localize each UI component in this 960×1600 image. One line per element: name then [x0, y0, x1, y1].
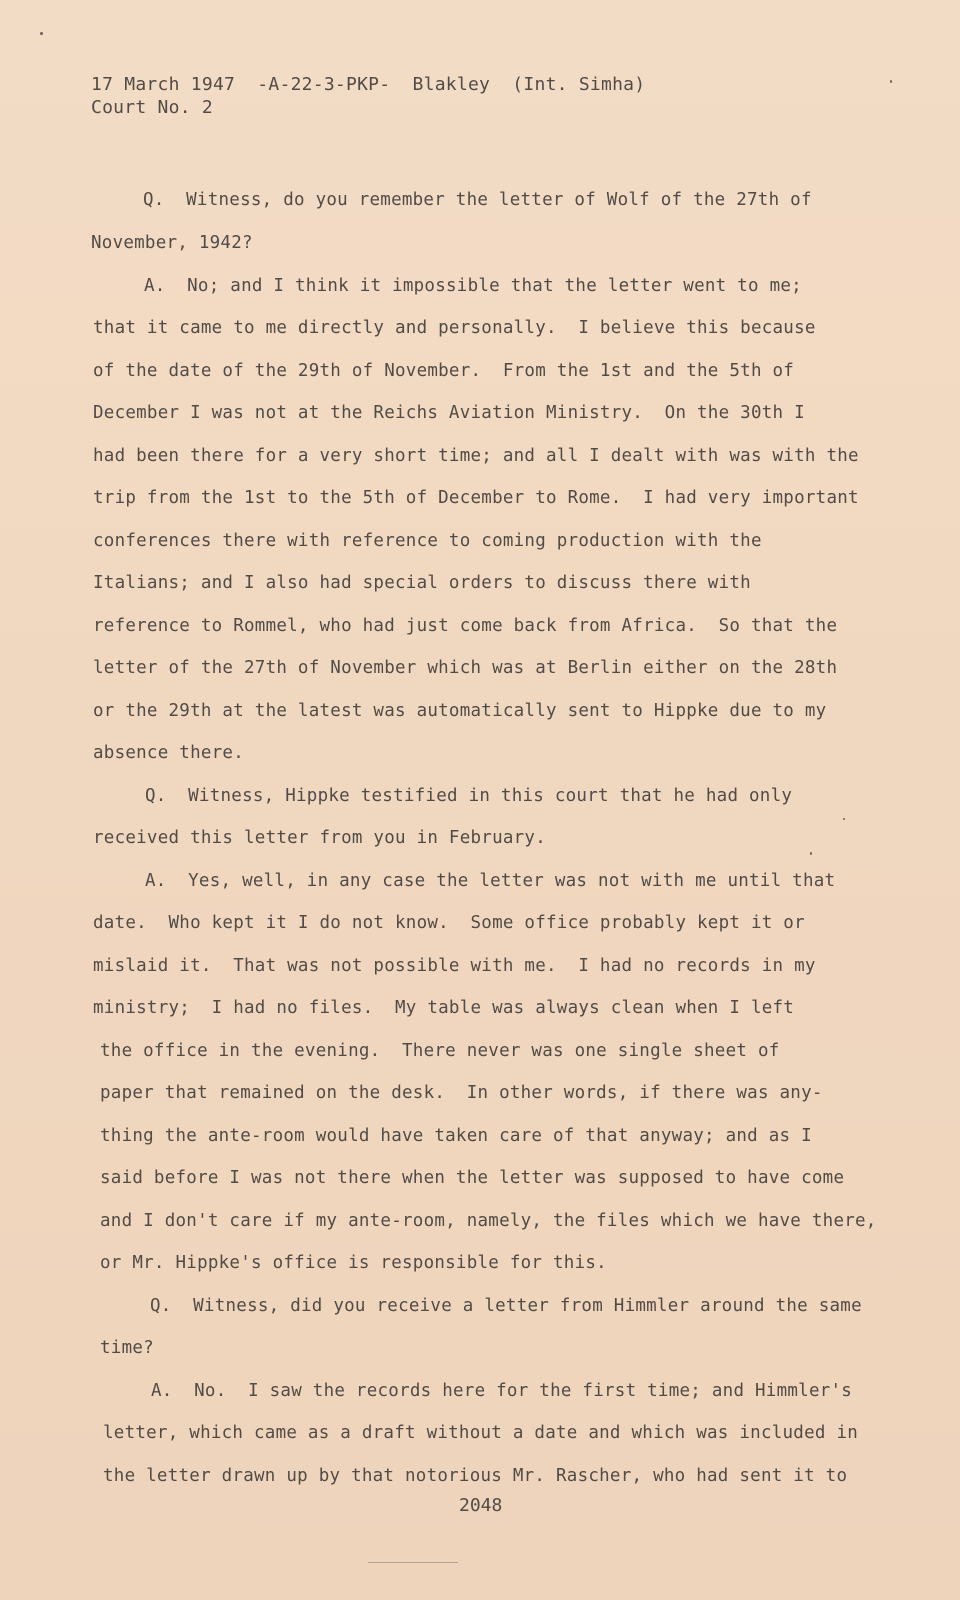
transcript-line: and I don't care if my ante-room, namely, the files which we have there,	[100, 1211, 877, 1231]
transcript-line: Q. Witness, did you receive a letter from Himmler around the same	[150, 1296, 862, 1316]
transcript-line: of the date of the 29th of November. From the 1st and the 5th of	[93, 361, 795, 381]
scan-smudge	[368, 1562, 458, 1563]
transcript-line: time?	[100, 1338, 154, 1358]
transcript-line: received this letter from you in February.	[93, 828, 547, 848]
transcript-line: reference to Rommel, who had just come back from Africa. So that the	[93, 616, 838, 636]
transcript-line: November, 1942?	[91, 233, 253, 253]
transcript-line: mislaid it. That was not possible with me. I had no records in my	[93, 956, 816, 976]
transcript-line: Q. Witness, Hippke testified in this court that he had only	[145, 786, 793, 806]
scan-speck	[40, 32, 43, 35]
transcript-line: A. No; and I think it impossible that the letter went to me;	[144, 276, 802, 296]
scan-speck	[843, 818, 845, 820]
transcript-line: A. Yes, well, in any case the letter was not with me until that	[145, 871, 836, 891]
transcript-line: Italians; and I also had special orders to discuss there with	[93, 573, 751, 593]
transcript-line: said before I was not there when the letter was supposed to have come	[100, 1168, 845, 1188]
transcript-line: or the 29th at the latest was automatically sent to Hippke due to my	[93, 701, 827, 721]
header-line-court: Court No. 2	[91, 97, 213, 118]
transcript-line: December I was not at the Reichs Aviation Ministry. On the 30th I	[93, 403, 805, 423]
transcript-line: thing the ante-room would have taken care of that anyway; and as I	[100, 1126, 812, 1146]
transcript-line: conferences there with reference to coming production with the	[93, 531, 762, 551]
scan-speck	[810, 852, 812, 855]
transcript-line: letter of the 27th of November which was at Berlin either on the 28th	[93, 658, 838, 678]
transcript-line: that it came to me directly and personally. I believe this because	[93, 318, 816, 338]
scan-speck	[890, 80, 892, 83]
transcript-line: paper that remained on the desk. In other words, if there was any-	[100, 1083, 823, 1103]
transcript-line: trip from the 1st to the 5th of December to Rome. I had very important	[93, 488, 859, 508]
transcript-line: the office in the evening. There never was one single sheet of	[100, 1041, 780, 1061]
transcript-line: letter, which came as a draft without a date and which was included in	[103, 1423, 859, 1443]
header-line-date-case: 17 March 1947 -A-22-3-PKP- Blakley (Int. Simha)	[91, 74, 646, 95]
transcript-line: absence there.	[93, 743, 245, 763]
transcript-line: Q. Witness, do you remember the letter of Wolf of the 27th of	[143, 190, 812, 210]
transcript-line: A. No. I saw the records here for the first time; and Himmler's	[151, 1381, 853, 1401]
transcript-line: had been there for a very short time; and all I dealt with was with the	[93, 446, 859, 466]
transcript-line: date. Who kept it I do not know. Some office probably kept it or	[93, 913, 805, 933]
page-number: 2048	[459, 1495, 503, 1516]
transcript-line: or Mr. Hippke's office is responsible for this.	[100, 1253, 607, 1273]
transcript-line: ministry; I had no files. My table was always clean when I left	[93, 998, 795, 1018]
transcript-line: the letter drawn up by that notorious Mr. Rascher, who had sent it to	[103, 1466, 848, 1486]
